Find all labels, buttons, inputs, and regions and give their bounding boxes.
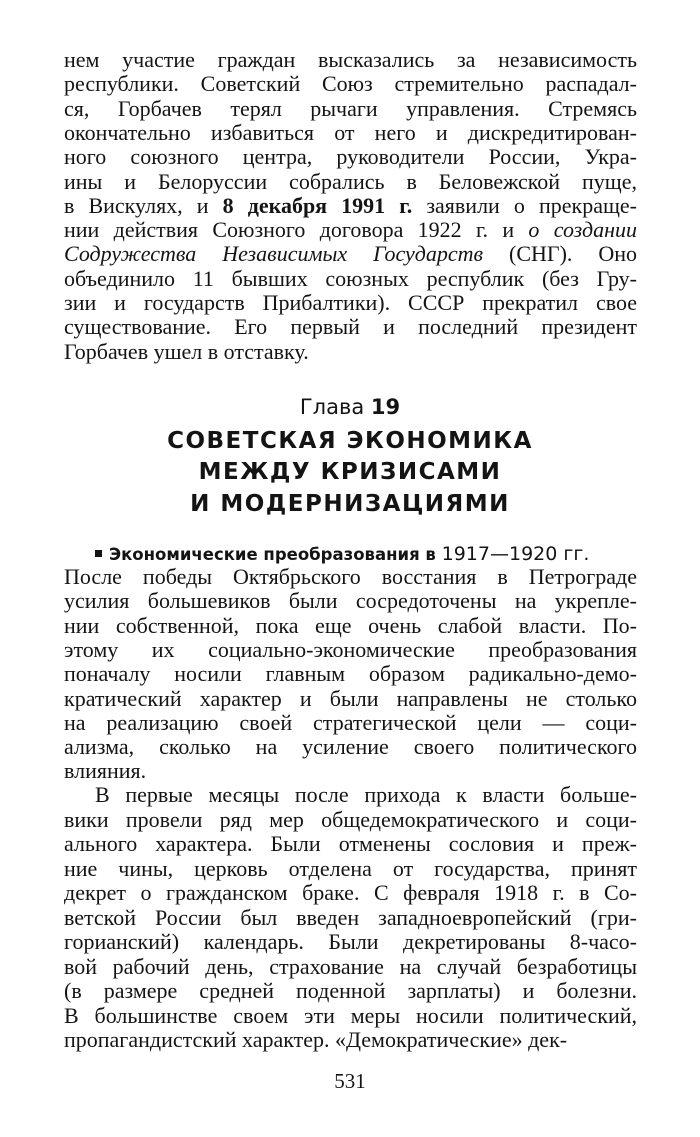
text-span: этому их социально-экономические преобразования — [64, 636, 637, 662]
text-line — [64, 735, 637, 759]
text-line — [64, 1004, 637, 1028]
bullet-square-icon — [95, 550, 102, 557]
text-span: объединило 11 бывших союзных республик (без Гру- — [64, 265, 637, 291]
section-heading-years: 1917—1920 гг. — [441, 543, 590, 565]
text-span: ся, Горбачев терял рычаги управления. Стремясь — [64, 95, 637, 121]
text-span: В первые месяцы после прихода к власти больше- — [95, 782, 637, 807]
text-line — [64, 955, 637, 979]
text-line — [64, 759, 637, 783]
text-line — [64, 72, 637, 96]
text-line — [64, 97, 637, 121]
text-line — [64, 711, 637, 735]
text-line — [64, 291, 637, 315]
text-span: В большинстве своем эти меры носили политический, — [64, 1002, 637, 1028]
text-line — [64, 662, 637, 686]
text-span: декрет о гражданском браке. С февраля 1918 г. в Со- — [64, 880, 637, 905]
text-line — [64, 194, 637, 218]
text-span: пропагандистский характер. «Демократические» дек- — [64, 1027, 568, 1052]
text-span: усилия большевиков были сосредоточены на укрепле- — [64, 588, 637, 614]
text-span: ветской России был введен западноевропейский (гри- — [64, 904, 637, 930]
text-line — [64, 242, 637, 266]
text-line — [64, 565, 637, 589]
text-span: заявили о прекраще- — [412, 192, 637, 218]
text-line — [64, 930, 637, 954]
text-span: (СНГ). Оно — [483, 241, 637, 267]
bold-text: 8 декабря 1991 г. — [222, 192, 413, 218]
text-span: нии действия Союзного договора 1922 г. и — [64, 217, 529, 243]
italic-text: о создании — [528, 217, 637, 243]
text-line — [95, 783, 637, 807]
chapter-number: 19 — [370, 395, 401, 419]
text-line — [64, 857, 637, 881]
chapter-label — [0, 392, 700, 422]
text-span: горианский) календарь. Были декретированы 8-часо- — [64, 929, 637, 954]
text-span: вики провели ряд мер общедемократического и соци- — [64, 806, 637, 832]
text-span: После победы Октябрьского восстания в Петрограде — [64, 564, 637, 589]
text-span: в Вискулях, и — [64, 192, 223, 218]
text-span: ного союзного центра, руководители России, Укра- — [64, 144, 637, 170]
text-span: нем участие граждан высказались за независимость — [64, 47, 637, 72]
text-span: Горбачев ушел в отставку. — [64, 338, 309, 364]
text-span: вой рабочий день, страхование на случай безработицы — [64, 953, 637, 979]
italic-text: Содружества Независимых Государств — [64, 241, 484, 267]
chapter-title-line-2: МЕЖДУ КРИЗИСАМИ — [198, 459, 502, 485]
text-line — [64, 979, 637, 1003]
text-span: республики. Советский Союз стремительно распадал- — [64, 71, 637, 97]
text-line — [64, 170, 637, 194]
text-line — [64, 906, 637, 930]
text-line — [64, 832, 637, 856]
text-span: нии собственной, пока еще очень слабой власти. По- — [64, 612, 637, 638]
chapter-title-line-3: И МОДЕРНИЗАЦИЯМИ — [190, 491, 510, 517]
text-line — [64, 121, 637, 145]
text-line — [64, 589, 637, 613]
text-line — [64, 808, 637, 832]
text-line — [64, 48, 637, 72]
page-number: 531 — [334, 1069, 366, 1093]
text-span: кратический характер и были направлены не столько — [64, 685, 637, 711]
section-heading-text: Экономические преобразования в — [109, 545, 436, 564]
text-span: зии и государств Прибалтики). СССР прекратил свое — [64, 290, 637, 315]
text-line — [64, 145, 637, 169]
text-span: на реализацию своей стратегической цели — соци- — [64, 709, 637, 735]
text-span: ализма, сколько на усиление своего политического — [64, 734, 637, 760]
text-line — [64, 340, 637, 364]
text-span: окончательно избавиться от него и дискредитирован- — [64, 119, 637, 145]
text-span: ние чины, церковь отделена от государства, принят — [64, 855, 637, 881]
chapter-label-word: Глава — [299, 395, 365, 419]
text-line — [64, 881, 637, 905]
text-line — [64, 614, 637, 638]
text-span: влияния. — [64, 758, 147, 784]
text-line — [64, 1028, 637, 1052]
text-span: ины и Белоруссии собрались в Беловежской пуще, — [64, 168, 637, 194]
text-line — [64, 638, 637, 662]
chapter-title-line-1: СОВЕТСКАЯ ЭКОНОМИКА — [167, 428, 533, 454]
text-line — [64, 687, 637, 711]
text-line — [64, 267, 637, 291]
text-line — [64, 315, 637, 339]
text-line — [64, 218, 637, 242]
text-span: поначалу носили главным образом радикально-демо- — [64, 661, 637, 687]
text-span: существование. Его первый и последний президент — [64, 314, 637, 340]
text-span: (в размере средней поденной зарплаты) и болезни. — [64, 978, 637, 1003]
text-span: ального характера. Были отменены сословия и преж- — [64, 831, 637, 856]
